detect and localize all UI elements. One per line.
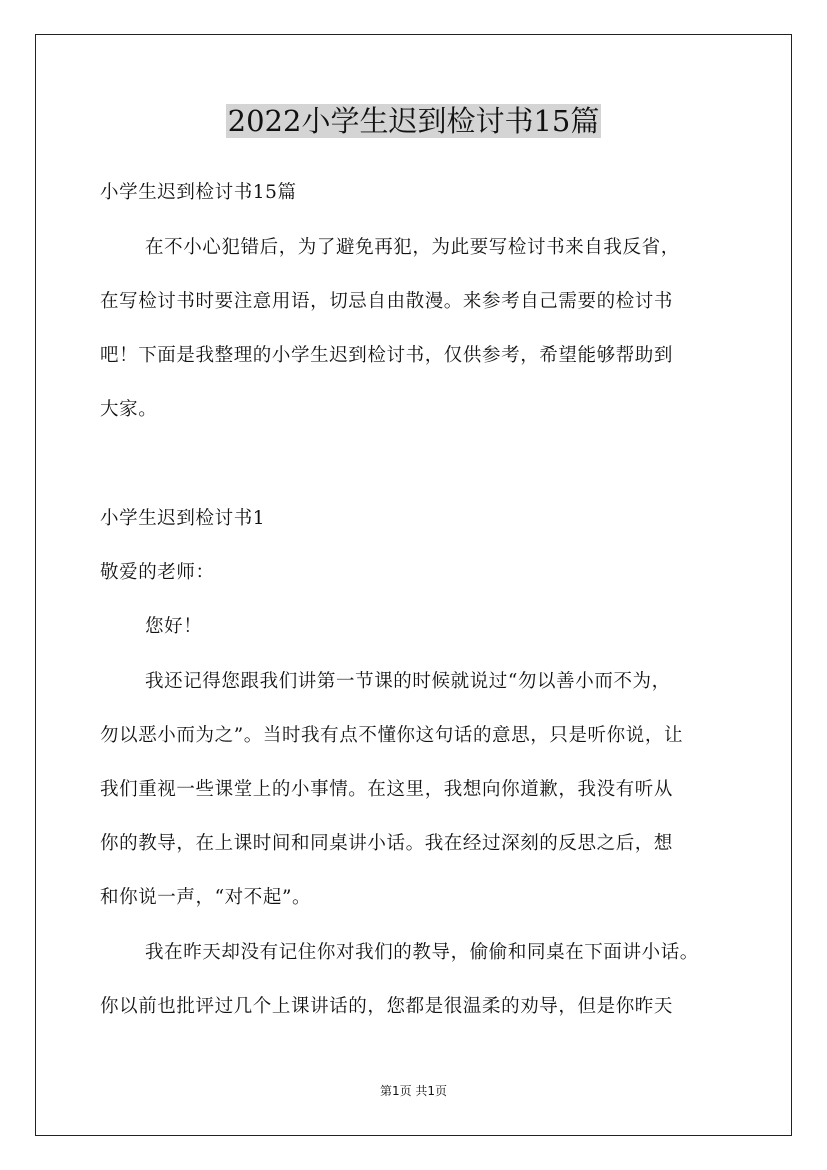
body-line-5: 和你说一声，“对不起”。 [100,887,312,908]
intro-line-4: 大家。 [100,399,158,420]
body-line-6: 我在昨天却没有记住你对我们的教导，偷偷和同桌在下面讲小话。 [145,942,699,963]
document-title-text: 2022小学生迟到检讨书15篇 [227,104,600,138]
intro-line-1: 在不小心犯错后，为了避免再犯，为此要写检讨书来自我反省， [145,237,680,258]
document-subtitle: 小学生迟到检讨书15篇 [100,182,297,203]
intro-line-2: 在写检讨书时要注意用语，切忌自由散漫。来参考自己需要的检讨书 [100,291,674,312]
section-heading: 小学生迟到检讨书1 [100,508,266,529]
body-line-7: 你以前也批评过几个上课讲话的，您都是很温柔的劝导，但是你昨天 [100,996,674,1017]
document-title [0,101,827,141]
body-line-2: 勿以恶小而为之”。当时我有点不懂你这句话的意思，只是听你说，让 [100,725,684,746]
intro-line-3: 吧！下面是我整理的小学生迟到检讨书，仅供参考，希望能够帮助到 [100,345,674,366]
body-line-3: 我们重视一些课堂上的小事情。在这里，我想向你道歉，我没有听从 [100,779,674,800]
greeting: 您好！ [145,616,203,637]
body-line-1: 我还记得您跟我们讲第一节课的时候就说过“勿以善小而不为， [145,671,671,692]
salutation: 敬爱的老师： [100,562,215,583]
body-line-4: 你的教导，在上课时间和同桌讲小话。我在经过深刻的反思之后，想 [100,833,674,854]
page-footer: 第1页 共1页 [379,1084,448,1098]
